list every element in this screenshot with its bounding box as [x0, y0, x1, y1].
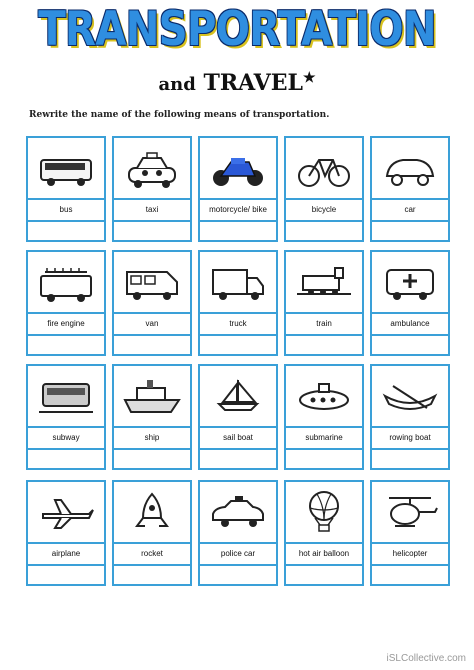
vehicle-label: airplane	[28, 544, 104, 566]
ambulance-icon	[372, 252, 448, 314]
page-subtitle	[0, 70, 474, 96]
hot-air-balloon-icon	[286, 482, 362, 544]
answer-field[interactable]	[200, 336, 276, 354]
vehicle-card	[370, 136, 450, 242]
answer-field[interactable]	[286, 450, 362, 468]
vehicle-card	[370, 364, 450, 470]
answer-field[interactable]	[200, 566, 276, 584]
rowing-boat-icon	[372, 366, 448, 428]
vehicle-label: train	[286, 314, 362, 336]
vehicle-card	[26, 364, 106, 470]
answer-field[interactable]	[372, 222, 448, 240]
vehicle-label: ship	[114, 428, 190, 450]
vehicle-card	[284, 136, 364, 242]
vehicle-card	[198, 364, 278, 470]
answer-field[interactable]	[114, 336, 190, 354]
subtitle-travel: TRAVEL	[203, 70, 303, 96]
answer-field[interactable]	[286, 566, 362, 584]
vehicle-label: ambulance	[372, 314, 448, 336]
vehicle-label: bus	[28, 200, 104, 222]
vehicle-card	[284, 480, 364, 586]
helicopter-icon	[372, 482, 448, 544]
page-title: TRANSPORTATION	[38, 2, 436, 57]
answer-field[interactable]	[28, 336, 104, 354]
rocket-icon	[114, 482, 190, 544]
vehicle-label: bicycle	[286, 200, 362, 222]
vehicle-card	[284, 250, 364, 356]
vehicle-label: van	[114, 314, 190, 336]
answer-field[interactable]	[286, 222, 362, 240]
vehicle-label: helicopter	[372, 544, 448, 566]
vehicle-card	[26, 250, 106, 356]
vehicle-card	[198, 136, 278, 242]
footer-credit: iSLCollective.com	[386, 653, 466, 664]
subtitle-and: and	[158, 74, 196, 95]
answer-field[interactable]	[200, 450, 276, 468]
vehicle-label: submarine	[286, 428, 362, 450]
vehicle-card	[370, 480, 450, 586]
answer-field[interactable]	[372, 450, 448, 468]
vehicle-label: motorcycle/ bike	[200, 200, 276, 222]
police-car-icon	[200, 482, 276, 544]
car-icon	[372, 138, 448, 200]
vehicle-card	[198, 250, 278, 356]
vehicle-card	[26, 480, 106, 586]
answer-field[interactable]	[28, 566, 104, 584]
vehicle-card	[112, 250, 192, 356]
vehicle-label: subway	[28, 428, 104, 450]
answer-field[interactable]	[286, 336, 362, 354]
van-icon	[114, 252, 190, 314]
truck-icon	[200, 252, 276, 314]
answer-field[interactable]	[372, 566, 448, 584]
sailboat-icon	[200, 366, 276, 428]
bus-icon	[28, 138, 104, 200]
vehicle-card	[370, 250, 450, 356]
vehicle-card	[198, 480, 278, 586]
answer-field[interactable]	[372, 336, 448, 354]
vehicle-label: sail boat	[200, 428, 276, 450]
bicycle-icon	[286, 138, 362, 200]
vehicle-label: police car	[200, 544, 276, 566]
vehicle-grid	[26, 136, 450, 594]
vehicle-label: rocket	[114, 544, 190, 566]
vehicle-card	[284, 364, 364, 470]
answer-field[interactable]	[114, 566, 190, 584]
vehicle-card	[112, 480, 192, 586]
ship-icon	[114, 366, 190, 428]
answer-field[interactable]	[114, 450, 190, 468]
train-icon	[286, 252, 362, 314]
vehicle-card	[26, 136, 106, 242]
star-icon: ★	[302, 70, 316, 86]
vehicle-label: fire engine	[28, 314, 104, 336]
subway-icon	[28, 366, 104, 428]
vehicle-card	[112, 364, 192, 470]
vehicle-label: taxi	[114, 200, 190, 222]
vehicle-label: hot air balloon	[286, 544, 362, 566]
vehicle-label: truck	[200, 314, 276, 336]
vehicle-label: rowing boat	[372, 428, 448, 450]
taxi-icon	[114, 138, 190, 200]
answer-field[interactable]	[28, 450, 104, 468]
fire-engine-icon	[28, 252, 104, 314]
vehicle-card	[112, 136, 192, 242]
answer-field[interactable]	[200, 222, 276, 240]
answer-field[interactable]	[28, 222, 104, 240]
submarine-icon	[286, 366, 362, 428]
instruction-text: Rewrite the name of the following means of transportation.	[29, 110, 330, 120]
vehicle-label: car	[372, 200, 448, 222]
motorcycle-icon	[200, 138, 276, 200]
airplane-icon	[28, 482, 104, 544]
answer-field[interactable]	[114, 222, 190, 240]
